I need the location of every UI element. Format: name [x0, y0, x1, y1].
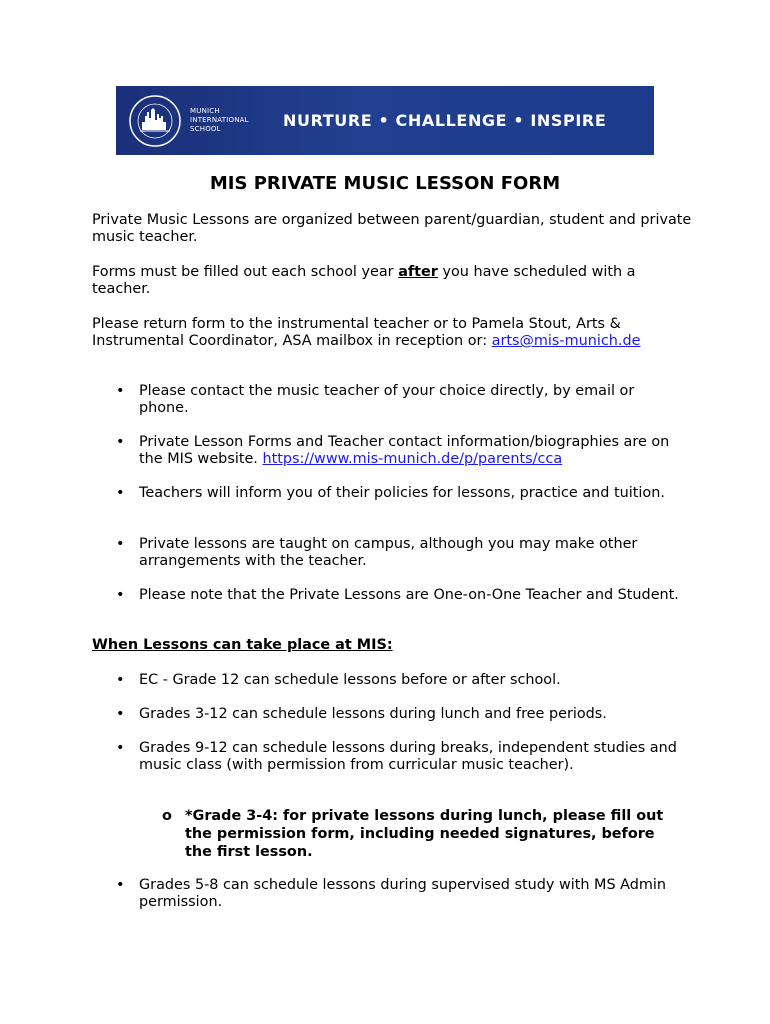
list-item-text: EC - Grade 12 can schedule lessons before or after school.: [139, 672, 561, 688]
list-item-text: Grades 9-12 can schedule lessons during breaks, independent studies and music class (with permission from curricular music teacher).: [139, 740, 677, 773]
school-name-line: MUNICH: [190, 107, 220, 115]
intro-paragraph-2: [92, 264, 692, 298]
bullet-icon: •: [116, 672, 125, 688]
intro-paragraph-1: Private Music Lessons are organized between parent/guardian, student and private music teacher.: [92, 212, 692, 245]
list-item-text: Grades 5-8 can schedule lessons during supervised study with MS Admin permission.: [139, 877, 667, 910]
email-link[interactable]: arts@mis-munich.de: [491, 333, 641, 349]
list-item-text: Please note that the Private Lessons are One-on-One Teacher and Student.: [139, 587, 679, 603]
list-item-text: Grades 3-12 can schedule lessons during lunch and free periods.: [139, 706, 607, 722]
section-heading: When Lessons can take place at MIS:: [92, 637, 393, 653]
school-name-line: SCHOOL: [190, 125, 221, 133]
bullet-icon: •: [116, 383, 125, 399]
bullet-icon: •: [116, 536, 125, 552]
bullet-icon: •: [116, 740, 125, 756]
list-item-text: Private lessons are taught on campus, although you may make other arrangements with the teacher.: [139, 536, 638, 569]
list-item-text: Private Lesson Forms and Teacher contact information/biographies are on the MIS website.: [139, 434, 670, 467]
list-item-text: Please contact the music teacher of your choice directly, by email or phone.: [139, 383, 635, 416]
header-banner: [116, 86, 654, 155]
sub-bullet-icon: o: [162, 808, 172, 824]
school-name: [190, 107, 249, 134]
sub-list-item-text: *Grade 3-4: for private lessons during lunch, please fill out the permission form, including needed signatures, before the first lesson.: [185, 808, 664, 860]
intro-paragraph-3: [92, 316, 692, 350]
bullet-icon: •: [116, 706, 125, 722]
list-item-text: [139, 434, 679, 468]
bullet-icon: •: [116, 485, 125, 501]
emphasis-after: after: [398, 264, 438, 280]
list-item-text: Teachers will inform you of their policies for lessons, practice and tuition.: [139, 485, 665, 501]
school-name-line: INTERNATIONAL: [190, 116, 249, 124]
intro-text: Forms must be filled out each school year: [92, 264, 399, 280]
bullet-icon: •: [116, 434, 125, 450]
bullet-icon: •: [116, 877, 125, 893]
website-link[interactable]: https://www.mis-munich.de/p/parents/cca: [262, 451, 563, 467]
page-title: MIS PRIVATE MUSIC LESSON FORM: [209, 173, 561, 194]
intro-text: Please return form to the instrumental teacher or to Pamela Stout, Arts & Instrumental Coordinator, ASA mailbox in reception or:: [92, 316, 621, 349]
intro-text: you have scheduled with a teacher.: [92, 264, 636, 297]
bullet-icon: •: [116, 587, 125, 603]
school-seal-logo: [128, 94, 182, 148]
motto: NURTURE • CHALLENGE • INSPIRE: [283, 111, 607, 130]
